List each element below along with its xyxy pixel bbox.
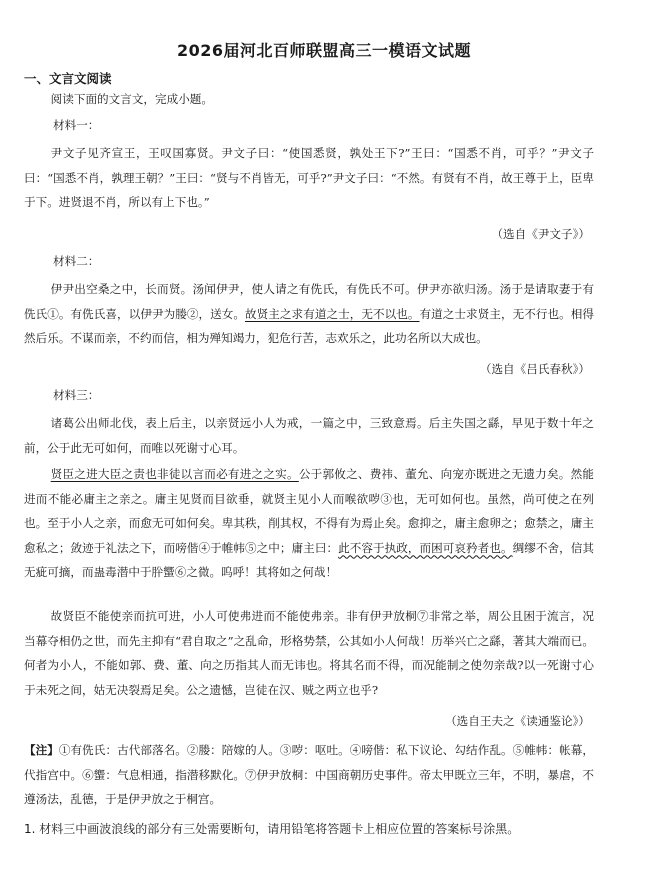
material-3-underlined-sentence: 贤臣之进大臣之责也非徒以言而必有进之之实。 (50, 467, 299, 481)
page-title: 2026届河北百师联盟高三一模语文试题 (176, 41, 472, 60)
material-2-text-b: 有道之士求贤主，无不行也。相得然后乐。不谋而亲，不约而信，相为殚知竭力，犯危行苦，志欢乐之，此功名所以大成也。 (24, 306, 594, 345)
question-1: 1. 材料三中画波浪线的部分有三处需要断句，请用铅笔将答题卡上相应位置的答案标号涂黑。 (24, 822, 520, 836)
material-2-underlined-sentence: 故贤主之求有道之士，无不以也。 (245, 306, 420, 321)
material-3-para-2-a: 公于郭攸之、费祎、董允、向宠亦既进之无遗力矣。然能进而不能必庸主之亲之。庸主见贤而目欲垂，就贤主见小人而喉欲哕③也，无可如何也。虽然，尚可使之在列也。至于小人之亲，而愈无可如何矣。卑其秩，削其权，不得有为焉止矣。愈抑之，庸主愈卵之；愈禁之，庸主愈私之；敛迹于礼法之下，而嗙偕④于帷帏⑤之中；庸主曰： (24, 467, 594, 555)
material-3-para-1: 诸葛公出师北伐，表上后主，以亲贤远小人为戒，一篇之中，三致意焉。后主失国之繇，早见于数十年之前，公于此无可如何，而唯以死谢寸心耳。 (24, 416, 594, 455)
material-2-source: （选自《吕氏春秋》） (479, 362, 590, 376)
material-2-label: 材料二： (53, 254, 100, 268)
material-1-source: （选自《尹文子》） (491, 227, 590, 241)
material-1-label: 材料一： (53, 118, 100, 132)
section-heading: 一、文言文阅读 (24, 71, 112, 86)
material-3-wavy-sentence: 此不容于执政，而困可哀矜者也。 (338, 540, 513, 555)
material-3-label: 材料三： (53, 388, 100, 402)
material-3-para-2 (24, 462, 594, 585)
material-1-text: 尹文子见齐宣王，王叹国寡贤。尹文子曰：“使国悉贤，孰处王下?”王曰：“国悉不肖，可乎？”尹文子曰：“国悉不肖，孰理王朝？”王曰：“贤与不肖皆无，可乎?”尹文子曰：“不然。有贤有不肖，故王尊于上，臣卑于下。进贤退不肖，所以有上下也。” (24, 146, 594, 209)
material-3-para-3: 故贤臣不能使亲而抗可进，小人可使弗进而不能使弗亲。非有伊尹放桐⑦非常之举，周公且困于流言，况当幕夺相仍之世，而先主抑有“君自取之”之乱命，形格势禁，公其如小人何哉！历举兴亡之繇，著其大端而已。何者为小人，不能如郭、费、董、向之历指其人而无讳也。将其名而不得，而况能制之使勿亲哉?以一死谢寸心于未死之间，姑无决裂焉足矣。公之遗憾，岂徒在汉、贼之两立也乎? (24, 609, 594, 697)
note-heading: 【注】 (24, 743, 59, 757)
material-2-text-a: 伊尹出空桑之中，长而贤。汤闻伊尹，使人请之有侁氏，有侁氏不可。伊尹亦欲归汤。汤于是请取妻于有侁氏①。有侁氏喜，以伊尹为媵②，送女。 (24, 282, 594, 321)
material-3-source: （选自王夫之《读通鉴论》） (445, 714, 590, 728)
material-3-para-2-b: 绸缪不舍，信其无疵可摘，而蛊毒潜中于肸蠁⑥之微。呜呼！其将如之何哉！ (24, 540, 594, 579)
material-2-text (24, 277, 594, 351)
instruction: 阅读下面的文言文，完成小题。 (50, 92, 213, 106)
footnotes (24, 738, 594, 812)
note-text: ①有侁氏：古代部落名。②媵：陪嫁的人。③哕：呕吐。④嗙偕：私下议论、勾结作乱。⑤帷帏：帐幕，代指宫中。⑥蠁：气息相通，指潜移默化。⑦伊尹放桐：中国商朝历史事件。帝太甲既立三年，不明，暴虐，不遵汤法，乱德，于是伊尹放之于桐宫。 (24, 743, 594, 806)
